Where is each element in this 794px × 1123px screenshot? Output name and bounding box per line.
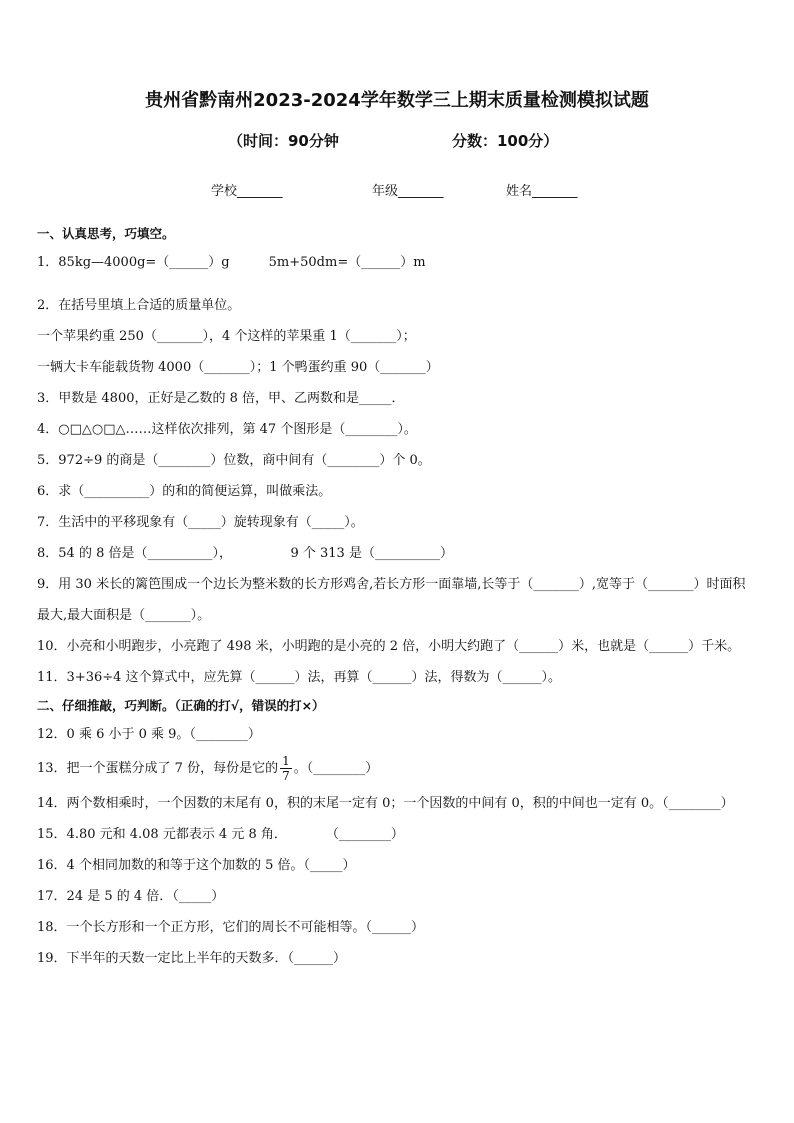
question-16: 16．4 个相同加数的和等于这个加数的 5 倍。（_____） [37,858,356,873]
question-5: 5．972÷9 的商是（________）位数，商中间有（________）个 0。 [37,453,431,468]
question-10: 10．小亮和小明跑步，小亮跑了 498 米，小明跑的是小亮的 2 倍，小明大约跑了（______）米，也就是（______）千米。 [37,639,741,654]
fraction-one-seventh [280,754,292,783]
school-field: 学校_______ [211,184,283,199]
question-9: 9．用 30 米长的篱笆围成一个边长为整米数的长方形鸡舍,若长方形一面靠墙,长等于（_______）,宽等于（_______）时面积最大,最大面积是（_______）。 [37,577,746,623]
question-14: 14．两个数相乘时，一个因数的末尾有 0，积的末尾一定有 0；一个因数的中间有 0，积的中间也一定有 0。（________） [37,796,734,811]
section-heading-2: 二、仔细推敲，巧判断。（正确的打√，错误的打×） [37,698,325,713]
section-heading-1: 一、认真思考，巧填空。 [37,226,175,241]
question-15: 15．4.80 元和 4.08 元都表示 4 元 8 角． （________） [37,827,404,842]
exam-time: （时间：90分钟 [228,132,339,150]
question-6: 6．求（__________）的和的简便运算，叫做乘法。 [37,484,332,499]
grade-field: 年级_______ [372,184,444,199]
question-18: 18．一个长方形和一个正方形，它们的周长不可能相等。（______） [37,920,425,935]
question-17: 17．24 是 5 的 4 倍．（_____） [37,889,225,904]
fraction-numerator: 1 [282,754,290,768]
question-4: 4．○□△○□△……这样依次排列，第 47 个图形是（________）。 [37,422,417,437]
question-2a: 一个苹果约重 250（_______），4 个这样的苹果重 1（_______）； [37,329,416,344]
fraction-denominator: 7 [282,769,290,783]
question-11: 11．3+36÷4 这个算式中，应先算（______）法，再算（______）法，得数为（______）。 [37,670,562,685]
question-19: 19．下半年的天数一定比上半年的天数多．（______） [37,951,347,966]
question-13 [37,750,757,788]
page-title: 贵州省黔南州2023-2024学年数学三上期末质量检测模拟试题 [145,90,649,111]
question-1: 1．85kg—4000g=（______）g 5m+50dm=（______）m [37,255,426,270]
question-2: 2．在括号里填上合适的质量单位。 [37,298,241,313]
question-13-answer: 。（________） [293,761,379,776]
question-13-text: 13．把一个蛋糕分成了 7 份，每份是它的 [37,761,279,776]
question-2b: 一辆大卡车能载货物 4000（_______）；1 个鸭蛋约重 90（_______） [37,360,439,375]
name-field: 姓名_______ [506,184,578,199]
question-content [37,221,757,974]
question-8: 8．54 的 8 倍是（__________）， 9 个 313 是（__________） [37,546,453,561]
question-7: 7．生活中的平移现象有（_____）旋转现象有（_____）。 [37,515,364,530]
question-3: 3．甲数是 4800，正好是乙数的 8 倍，甲、乙两数和是_____． [37,391,405,406]
question-12: 12．0 乘 6 小于 0 乘 9。（________） [37,727,261,742]
exam-info [228,130,648,151]
exam-score: 分数：100分） [452,132,559,150]
